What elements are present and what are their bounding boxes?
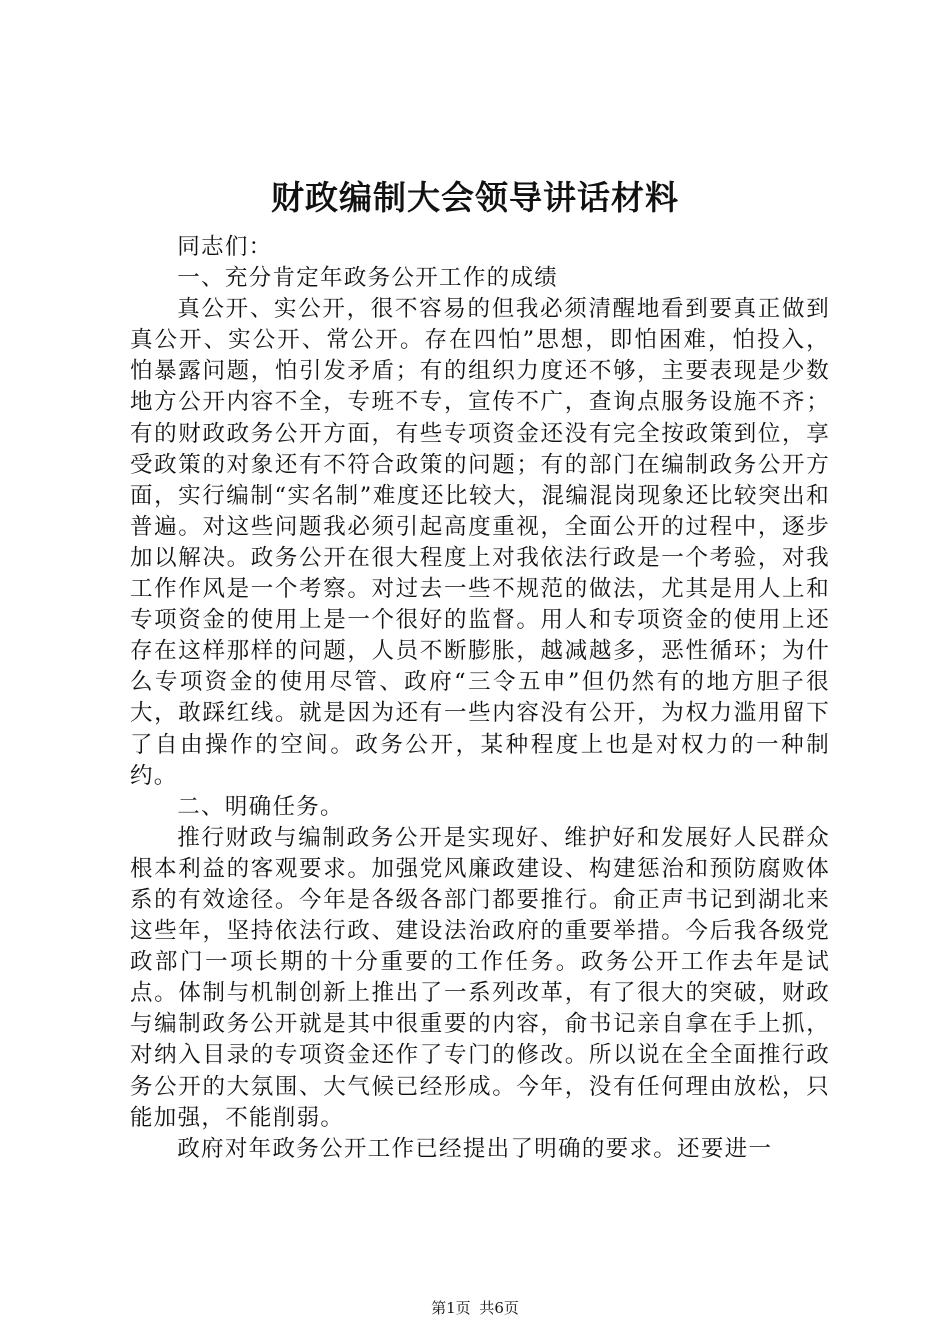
page-number: 第1页: [431, 1299, 471, 1317]
page-total: 共6页: [479, 1299, 519, 1317]
document-title: 财政编制大会领导讲话材料: [271, 178, 679, 217]
section-1-heading: 一、充分肯定年政务公开工作的成绩: [177, 265, 559, 292]
section-2-paragraph-2: 政府对年政务公开工作已经提出了明确的要求。还要进一: [177, 1135, 773, 1162]
section-2-heading: 二、明确任务。: [177, 793, 344, 820]
greeting: 同志们：: [177, 234, 273, 260]
section-2-paragraph-1: 推行财政与编制政务公开是实现好、维护好和发展好人民群众根本利益的客观要求。加强党风廉政建设、构建惩治和预防腐败体系的有效途径。今年是各级各部门都要推行。俞正声书记到湖北来这些年，坚持依法行政、建设法治政府的重要举措。今后我各级党政部门一项长期的十分重要的工作任务。政务公开工作去年是试点。体制与机制创新上推出了一系列改革，有了很大的突破，财政与编制政务公开就是其中很重要的内容，俞书记亲自拿在手上抓，对纳入目录的专项资金还作了专门的修改。所以说在全全面推行政务公开的大氛围、大气候已经形成。今年，没有任何理由放松，只能加强，不能削弱。: [130, 824, 830, 1131]
page-footer: [0, 1298, 950, 1318]
document-body: [130, 232, 830, 1165]
section-1-paragraph: 真公开、实公开，很不容易的但我必须清醒地看到要真正做到真公开、实公开、常公开。存在四怕”思想，即怕困难，怕投入，怕暴露问题，怕引发矛盾；有的组织力度还不够，主要表现是少数地方公开内容不全，专班不专，宣传不广，查询点服务设施不齐；有的财政政务公开方面，有些专项资金还没有完全按政策到位，享受政策的对象还有不符合政策的问题；有的部门在编制政务公开方面，实行编制“实名制”难度还比较大，混编混岗现象还比较突出和普遍。对这些问题我必须引起高度重视，全面公开的过程中，逐步加以解决。政务公开在很大程度上对我依法行政是一个考验，对我工作作风是一个考察。对过去一些不规范的做法，尤其是用人上和专项资金的使用上是一个很好的监督。用人和专项资金的使用上还存在这样那样的问题，人员不断膨胀，越减越多，恶性循环；为什么专项资金的使用尽管、政府“三令五申”但仍然有的地方胆子很大，敢踩红线。就是因为还有一些内容没有公开，为权力滥用留下了自由操作的空间。政务公开，某种程度上也是对权力的一种制约。: [130, 296, 830, 789]
